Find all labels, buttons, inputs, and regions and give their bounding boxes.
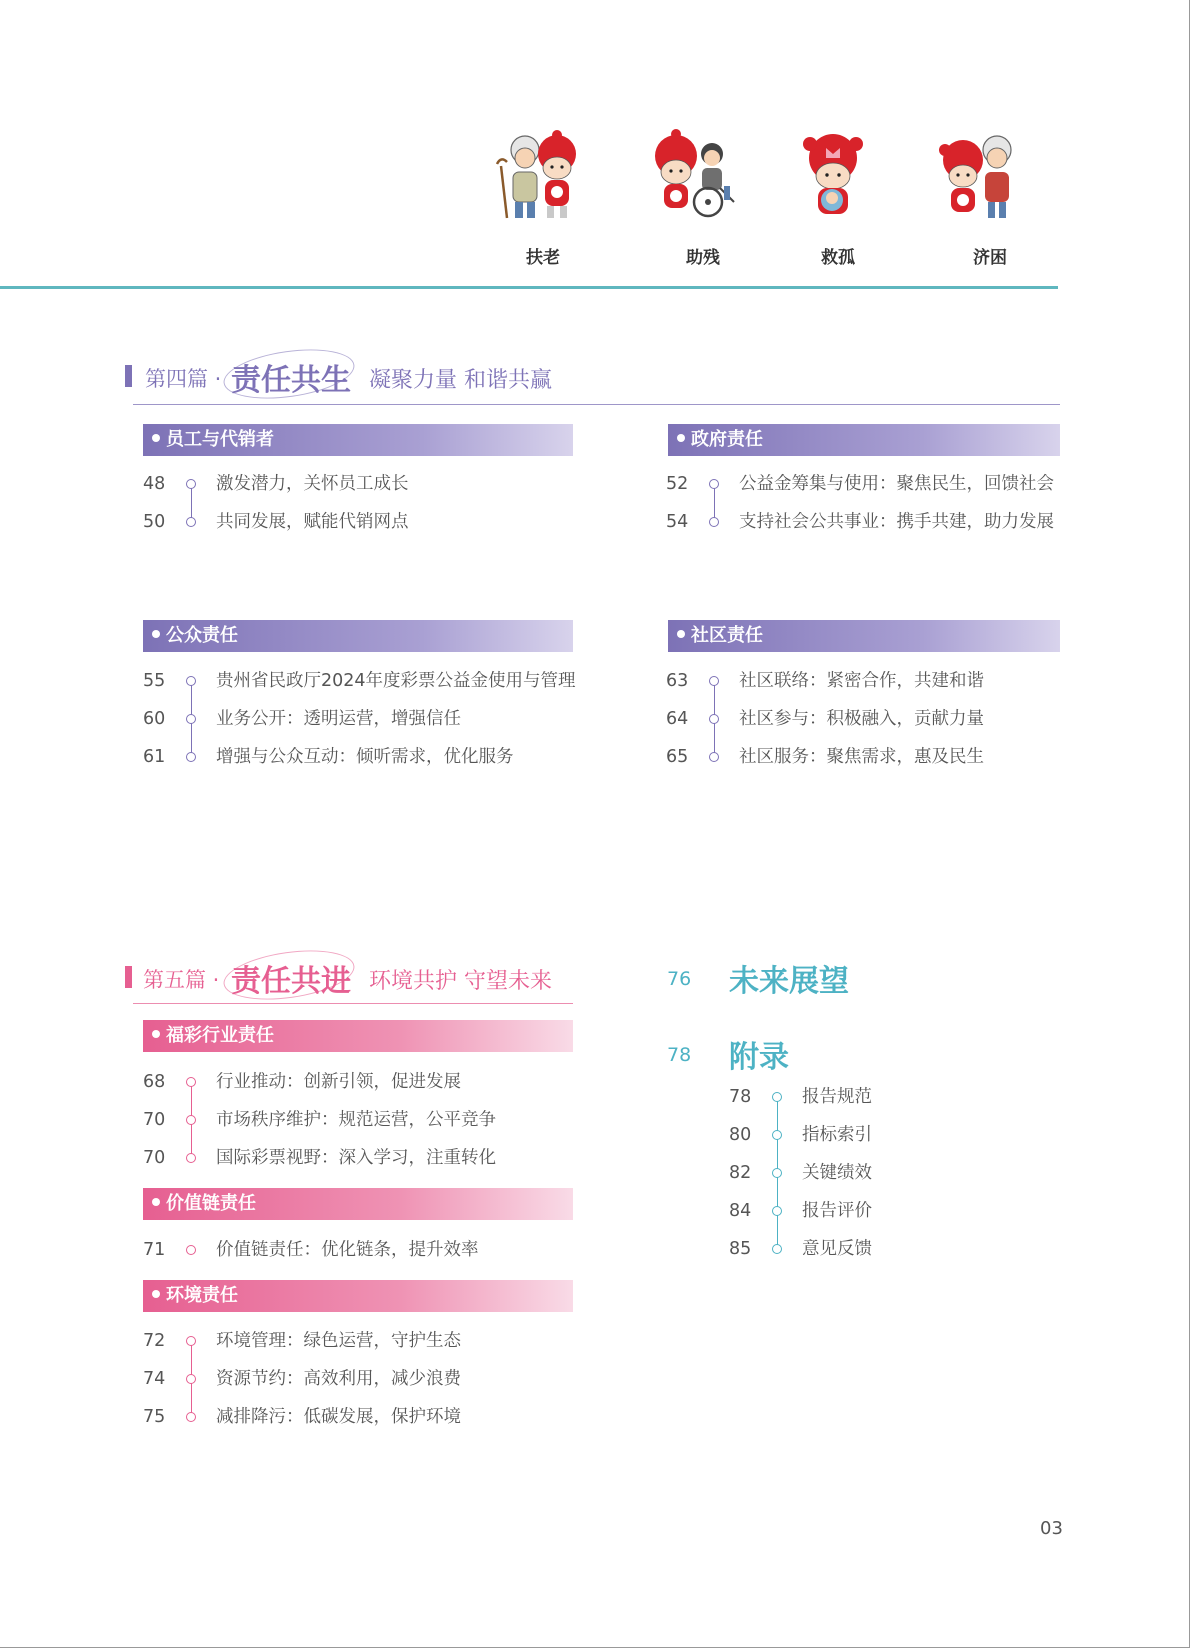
toc-entry-title: 激发潜力，关怀员工成长 — [216, 474, 409, 494]
toc-bullet-icon — [186, 1374, 196, 1384]
toc-entry-appendix[interactable] — [667, 1036, 967, 1080]
toc-entry[interactable] — [143, 1063, 583, 1101]
bullet-dot — [677, 434, 685, 442]
toc-bullet-icon — [772, 1206, 782, 1216]
toc-list-value-chain — [143, 1231, 583, 1269]
section-title: 环境责任 — [166, 1285, 238, 1306]
section-title: 员工与代销者 — [166, 429, 274, 450]
toc-entry[interactable] — [143, 1139, 583, 1177]
toc-page-number: 61 — [143, 747, 166, 767]
toc-bullet-icon — [709, 517, 719, 527]
part5-rule — [133, 1003, 573, 1004]
toc-page-number: 82 — [729, 1163, 752, 1183]
toc-entry-title: 贵州省民政厅2024年度彩票公益金使用与管理 — [216, 671, 576, 691]
part4-rule — [133, 404, 1060, 405]
toc-entry-title: 关键绩效 — [802, 1163, 872, 1183]
bullet-dot — [152, 1290, 160, 1298]
toc-page-number: 65 — [666, 747, 689, 767]
toc-page-number: 48 — [143, 474, 166, 494]
toc-entry-title: 报告规范 — [802, 1087, 872, 1107]
part5-title: 责任共进 — [231, 964, 351, 999]
toc-entry[interactable] — [143, 503, 583, 541]
toc-list-community — [666, 662, 1066, 776]
toc-entry[interactable] — [729, 1154, 1029, 1192]
toc-page-number: 60 — [143, 709, 166, 729]
toc-entry[interactable] — [143, 1360, 583, 1398]
toc-entry-title: 减排降污：低碳发展，保护环境 — [216, 1407, 461, 1427]
toc-bullet-icon — [186, 752, 196, 762]
toc-bullet-icon — [186, 676, 196, 686]
toc-entry[interactable] — [729, 1230, 1029, 1268]
mascot-label-disabled: 助残 — [686, 248, 720, 268]
toc-page-number: 50 — [143, 512, 166, 532]
toc-entry[interactable] — [143, 738, 623, 776]
part4-heading — [125, 357, 1060, 397]
toc-entry-title: 价值链责任：优化链条，提升效率 — [216, 1240, 479, 1260]
toc-bullet-icon — [186, 1336, 196, 1346]
toc-page-number: 68 — [143, 1072, 166, 1092]
toc-entry[interactable] — [729, 1078, 1029, 1116]
toc-list-environment — [143, 1322, 583, 1436]
bullet-dot — [152, 1030, 160, 1038]
toc-page-number: 72 — [143, 1331, 166, 1351]
bullet-dot — [677, 630, 685, 638]
section-header-government — [668, 424, 1060, 456]
toc-bullet-icon — [709, 752, 719, 762]
mascot-label-orphan: 救孤 — [821, 248, 855, 268]
toc-list-employees — [143, 465, 583, 541]
part5-heading — [125, 958, 585, 998]
toc-page-number: 54 — [666, 512, 689, 532]
toc-bullet-icon — [709, 714, 719, 724]
part4-subtitle: 凝聚力量 和谐共赢 — [369, 368, 552, 393]
part5-number: 第五篇 · — [143, 968, 220, 992]
toc-bullet-icon — [772, 1092, 782, 1102]
toc-entry-outlook[interactable] — [667, 960, 967, 1004]
toc-entry-title: 社区联络：紧密合作，共建和谐 — [739, 671, 984, 691]
toc-entry[interactable] — [143, 1231, 583, 1269]
toc-entry-title: 意见反馈 — [802, 1239, 872, 1259]
toc-bullet-icon — [709, 479, 719, 489]
toc-entry-title: 报告评价 — [802, 1201, 872, 1221]
toc-entry[interactable] — [143, 662, 623, 700]
bullet-dot — [152, 434, 160, 442]
toc-list-public — [143, 662, 623, 776]
toc-bullet-icon — [772, 1244, 782, 1254]
section-title: 价值链责任 — [166, 1193, 256, 1214]
toc-page-number: 71 — [143, 1240, 166, 1260]
toc-entry-title: 指标索引 — [802, 1125, 872, 1145]
toc-entry-title: 业务公开：透明运营，增强信任 — [216, 709, 461, 729]
toc-entry[interactable] — [729, 1116, 1029, 1154]
toc-entry[interactable] — [666, 503, 1066, 541]
toc-entry-title: 支持社会公共事业：携手共建，助力发展 — [739, 512, 1054, 532]
section-title: 政府责任 — [691, 429, 763, 450]
part4-title: 责任共生 — [231, 363, 351, 398]
toc-bullet-icon — [186, 1115, 196, 1125]
toc-entry-title: 行业推动：创新引领，促进发展 — [216, 1072, 461, 1092]
toc-entry-title: 环境管理：绿色运营，守护生态 — [216, 1331, 461, 1351]
section-header-value-chain — [143, 1188, 573, 1220]
toc-list-appendix — [729, 1078, 1029, 1268]
toc-entry[interactable] — [666, 700, 1066, 738]
toc-page-number: 70 — [143, 1148, 166, 1168]
toc-entry-title: 国际彩票视野：深入学习，注重转化 — [216, 1148, 496, 1168]
section-header-environment — [143, 1280, 573, 1312]
appendix-page-number: 78 — [667, 1044, 692, 1066]
toc-page-number: 52 — [666, 474, 689, 494]
toc-entry-title: 增强与公众互动：倾听需求，优化服务 — [216, 747, 514, 767]
toc-entry-title: 资源节约：高效利用，减少浪费 — [216, 1369, 461, 1389]
toc-bullet-icon — [186, 1077, 196, 1087]
toc-entry[interactable] — [143, 465, 583, 503]
elder-mascot-illustration — [495, 128, 585, 224]
section-title: 公众责任 — [166, 625, 238, 646]
toc-page-number: 74 — [143, 1369, 166, 1389]
toc-entry-title: 市场秩序维护：规范运营，公平竞争 — [216, 1110, 496, 1130]
toc-page-number: 84 — [729, 1201, 752, 1221]
toc-bullet-icon — [709, 676, 719, 686]
toc-bullet-icon — [772, 1130, 782, 1140]
toc-page-number: 64 — [666, 709, 689, 729]
toc-page-number: 63 — [666, 671, 689, 691]
section-header-public — [143, 620, 573, 652]
bullet-dot — [152, 1198, 160, 1206]
outlook-page-number: 76 — [667, 968, 692, 990]
toc-entry[interactable] — [143, 1101, 583, 1139]
toc-list-government — [666, 465, 1066, 541]
toc-entry[interactable] — [666, 662, 1066, 700]
section-header-community — [668, 620, 1060, 652]
mascot-label-poverty: 济困 — [973, 248, 1007, 268]
toc-entry-title: 共同发展，赋能代销网点 — [216, 512, 409, 532]
toc-entry[interactable] — [729, 1192, 1029, 1230]
part4-number: 第四篇 · — [145, 367, 222, 391]
wheelchair-mascot-illustration — [650, 128, 740, 224]
poverty-relief-mascot-illustration — [935, 128, 1025, 224]
toc-bullet-icon — [186, 1412, 196, 1422]
toc-entry-title: 社区参与：积极融入，贡献力量 — [739, 709, 984, 729]
part4-accent-bar — [125, 365, 132, 387]
part5-accent-bar — [125, 966, 132, 988]
appendix-title: 附录 — [729, 1040, 789, 1075]
section-title: 福彩行业责任 — [166, 1025, 274, 1046]
toc-page-number: 80 — [729, 1125, 752, 1145]
toc-page-number: 85 — [729, 1239, 752, 1259]
section-header-industry — [143, 1020, 573, 1052]
toc-bullet-icon — [186, 1153, 196, 1163]
toc-bullet-icon — [186, 714, 196, 724]
toc-bullet-icon — [186, 1245, 196, 1255]
toc-page-number: 78 — [729, 1087, 752, 1107]
bullet-dot — [152, 630, 160, 638]
outlook-title: 未来展望 — [729, 964, 849, 999]
page-number: 03 — [1040, 1518, 1063, 1539]
header-divider — [0, 286, 1058, 289]
toc-entry[interactable] — [666, 465, 1066, 503]
section-title: 社区责任 — [691, 625, 763, 646]
toc-bullet-icon — [186, 479, 196, 489]
toc-entry[interactable] — [143, 1398, 583, 1436]
toc-entry[interactable] — [143, 1322, 583, 1360]
toc-list-industry — [143, 1063, 583, 1177]
toc-entry-title: 公益金筹集与使用：聚焦民生，回馈社会 — [739, 474, 1054, 494]
section-header-employees — [143, 424, 573, 456]
toc-entry[interactable] — [143, 700, 623, 738]
part5-subtitle: 环境共护 守望未来 — [369, 969, 552, 994]
toc-bullet-icon — [772, 1168, 782, 1178]
toc-entry-title: 社区服务：聚焦需求，惠及民生 — [739, 747, 984, 767]
toc-page-number: 55 — [143, 671, 166, 691]
toc-entry[interactable] — [666, 738, 1066, 776]
orphan-care-mascot-illustration — [788, 128, 878, 224]
mascot-label-elder: 扶老 — [526, 248, 560, 268]
toc-page-number: 70 — [143, 1110, 166, 1130]
toc-bullet-icon — [186, 517, 196, 527]
toc-page-number: 75 — [143, 1407, 166, 1427]
